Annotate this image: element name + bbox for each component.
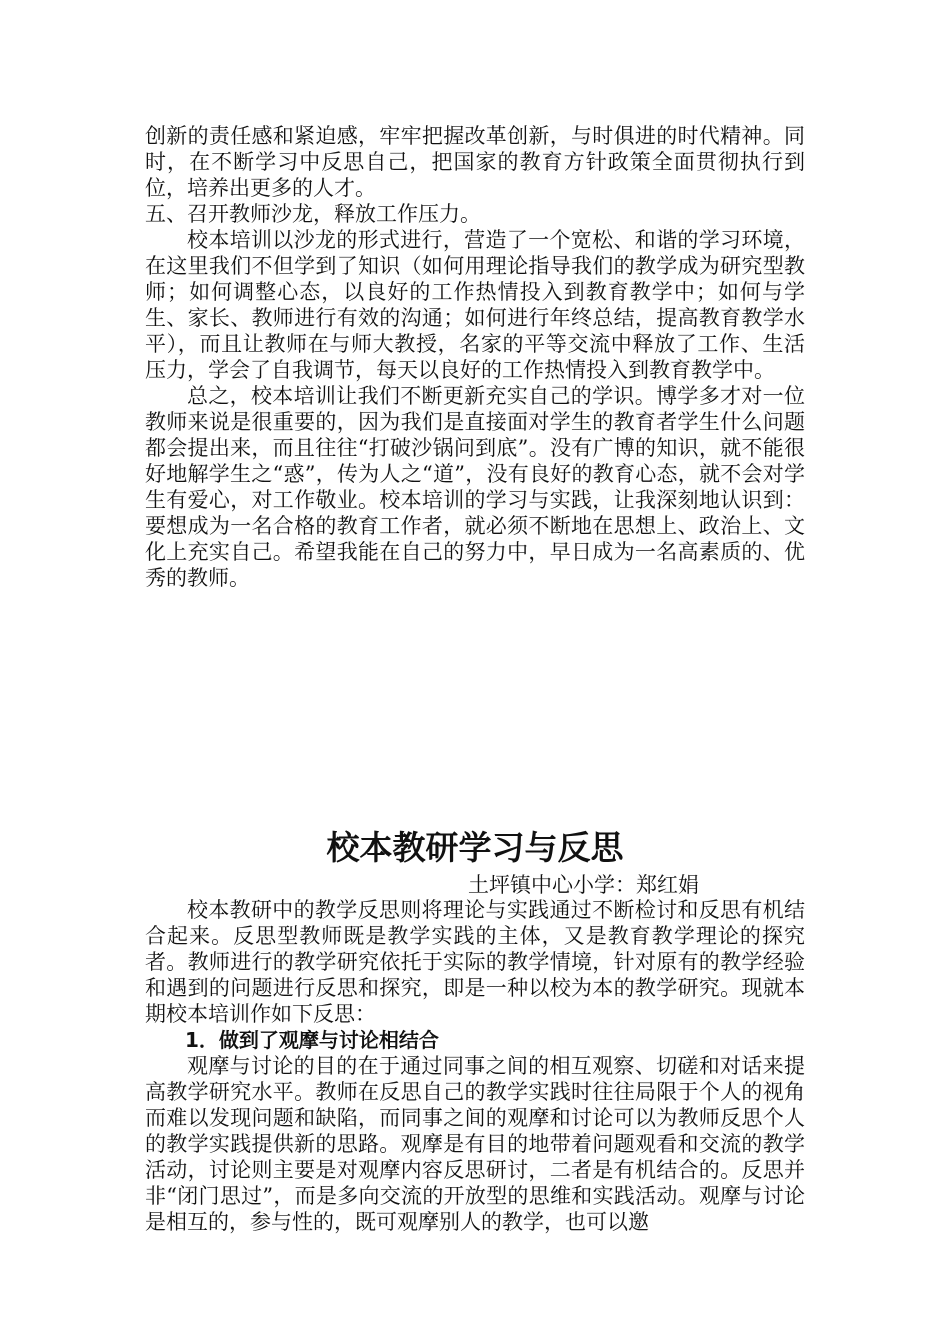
paragraph-continuation: 创新的责任感和紧迫感，牢牢把握改革创新，与时俱进的时代精神。同时，在不断学习中反思自己，把国家的教育方针政策全面贯彻执行到位，培养出更多的人才。 [145, 124, 805, 200]
section-heading-five: 五、召开教师沙龙，释放工作压力。 [145, 202, 481, 226]
top-text-block [145, 123, 805, 591]
article-body [145, 897, 805, 1235]
paragraph-conclusion: 总之，校本培训让我们不断更新充实自己的学识。博学多才对一位教师来说是很重要的，因为我们是直接面对学生的教育者学生什么问题都会提出来，而且往往“打破沙锅问到底”。没有广博的知识，就不能很好地解学生之“惑”，传为人之“道”，没有良好的教育心态，就不会对学生有爱心，对工作敬业。校本培训的学习与实践，让我深刻地认识到：要想成为一名合格的教育工作者，就必须不断地在思想上、政治上、文化上充实自己。希望我能在自己的努力中，早日成为一名高素质的、优秀的教师。 [145, 384, 805, 590]
article-title: 校本教研学习与反思 [326, 828, 624, 867]
section-heading-1: 1．做到了观摩与讨论相结合 [185, 1028, 439, 1052]
author-line: 土坪镇中心小学：郑红娟 [468, 873, 699, 897]
paragraph-intro: 校本教研中的教学反思则将理论与实践通过不断检讨和反思有机结合起来。反思型教师既是教学实践的主体，又是教育教学理论的探究者。教师进行的教学研究依托于实际的教学情境，针对原有的教学经验和遇到的问题进行反思和探究，即是一种以校为本的教学研究。现就本期校本培训作如下反思： [145, 898, 805, 1026]
paragraph-observation: 观摩与讨论的目的在于通过同事之间的相互观察、切磋和对话来提高教学研究水平。教师在反思自己的教学实践时往往局限于个人的视角而难以发现问题和缺陷，而同事之间的观摩和讨论可以为教师反思个人的教学实践提供新的思路。观摩是有目的地带着问题观看和交流的教学活动，讨论则主要是对观摩内容反思研讨，二者是有机结合的。反思并非“闭门思过”，而是多向交流的开放型的思维和实践活动。观摩与讨论是相互的，参与性的，既可观摩别人的教学，也可以邀 [145, 1054, 805, 1234]
paragraph-salon: 校本培训以沙龙的形式进行，营造了一个宽松、和谐的学习环境，在这里我们不但学到了知识（如何用理论指导我们的教学成为研究型教师；如何调整心态，以良好的工作热情投入到教育教学中；如何与学生、家长、教师进行有效的沟通；如何进行年终总结，提高教育教学水平），而且让教师在与师大教授，名家的平等交流中释放了工作、生活压力，学会了自我调节，每天以良好的工作热情投入到教育教学中。 [145, 228, 805, 382]
